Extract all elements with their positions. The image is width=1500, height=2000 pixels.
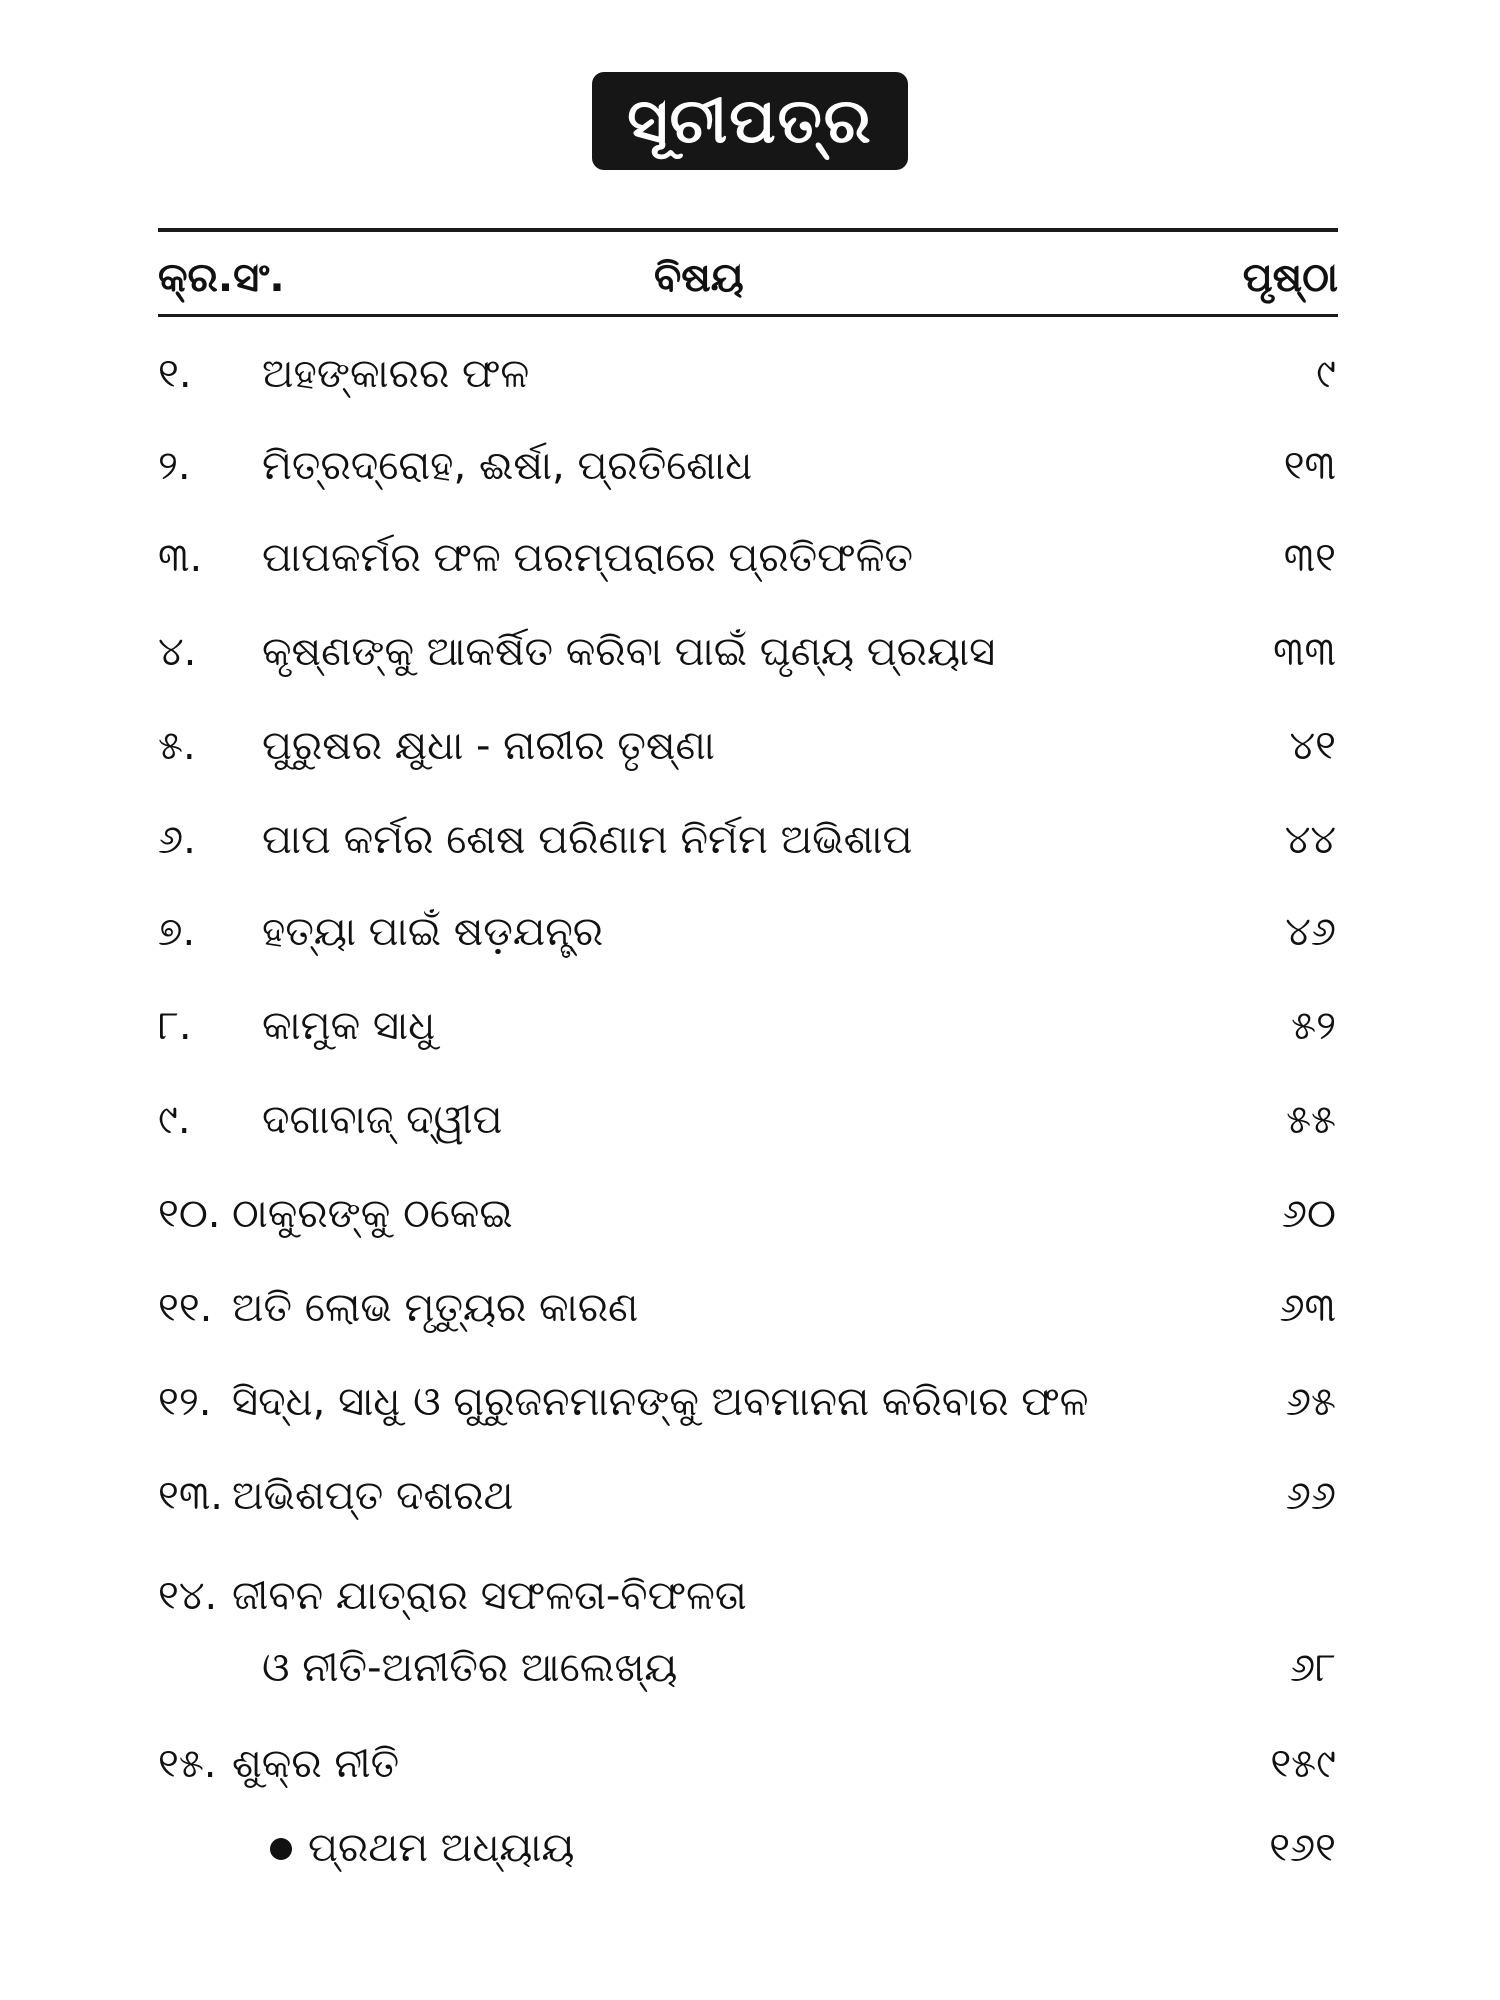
entry-number: ୭. (158, 909, 196, 955)
toc-row (0, 810, 1500, 870)
toc-row (0, 528, 1500, 588)
entry-subject: ଅତି ଲୋଭ ମୃତ୍ୟୁର କାରଣ (232, 1285, 639, 1331)
entry-subject: କାମୁକ ସାଧୁ (262, 1003, 436, 1049)
entry-number: ୪. (158, 629, 197, 675)
entry-subject: ହତ୍ୟା ପାଇଁ ଷଡ଼ଯନ୍ତ୍ର (262, 909, 604, 955)
entry-subject: ଦଗାବାଜ୍ ଦ୍ୱୀପ (262, 1097, 503, 1143)
entry-subject: ଅହଙ୍କାରର ଫଳ (262, 351, 530, 397)
page-title: ସୂଚୀପତ୍ର (627, 84, 873, 157)
entry-page: ୬୬ (1285, 1473, 1336, 1519)
entry-page: ୪୪ (1284, 817, 1336, 863)
toc-row (0, 344, 1500, 404)
entry-number: ୮. (158, 1003, 192, 1049)
toc-row (0, 1734, 1500, 1794)
entry-number: ୧୧. (158, 1285, 213, 1331)
entry-number: ୬. (158, 817, 196, 863)
entry-number: ୧୨. (158, 1379, 212, 1425)
entry-number: ୧୫. (158, 1741, 217, 1787)
entry-page: ୬୦ (1281, 1191, 1336, 1237)
entry-page: ୫୫ (1286, 1097, 1336, 1143)
entry-page: ୩୧ (1283, 535, 1336, 581)
toc-row (0, 716, 1500, 776)
toc-row (0, 1090, 1500, 1150)
entry-page: ୬୩ (1279, 1285, 1336, 1331)
entry-subject: ଅଭିଶପ୍ତ ଦଶରଥ (232, 1473, 514, 1519)
toc-row (0, 1184, 1500, 1244)
entry-page: ୧୩ (1283, 443, 1336, 489)
entry-number: ୯. (158, 1097, 191, 1143)
entry-number: ୩. (158, 535, 203, 581)
toc-row (0, 902, 1500, 962)
entry-subject: ପାପକର୍ମର ଫଳ ପରମ୍ପରାରେ ପ୍ରତିଫଳିତ (262, 535, 913, 581)
toc-row-continuation (0, 1638, 1500, 1698)
toc-row (0, 1372, 1500, 1432)
toc-row (0, 622, 1500, 682)
entry-subject-line2: ଓ ନୀତି-ଅନୀତିର ଆଲେଖ୍ୟ (262, 1645, 678, 1691)
entry-subject: ଠାକୁରଙ୍କୁ ଠକେଇ (232, 1191, 513, 1237)
entry-number: ୧୦. (158, 1191, 221, 1237)
toc-row (0, 1818, 1500, 1878)
top-rule (158, 228, 1338, 232)
entry-page: ୧୫୯ (1270, 1741, 1336, 1787)
entry-number: ୧୩. (158, 1473, 223, 1519)
entry-subject: ଶୁକ୍ର ନୀତି (232, 1741, 400, 1787)
entry-page: ୫୨ (1291, 1003, 1336, 1049)
entry-subject: ଜୀବନ ଯାତ୍ରାର ସଫଳତା-ବିଫଳତା (232, 1573, 747, 1619)
entry-subject: ପୁରୁଷର କ୍ଷୁଧା - ନାରୀର ତୃଷ୍ଣା (262, 723, 715, 769)
header-serial: କ୍ର.ସଂ. (158, 255, 285, 301)
entry-number: ୧୪. (158, 1573, 218, 1619)
entry-subject: ମିତ୍ରଦ୍ରୋହ, ଈର୍ଷା, ପ୍ରତିଶୋଧ (262, 443, 753, 489)
title-box (592, 72, 908, 170)
entry-page: ୪୧ (1289, 723, 1336, 769)
entry-subject: କୃଷ୍ଣଙ୍କୁ ଆକର୍ଷିତ କରିବା ପାଇଁ ଘୃଣ୍ୟ ପ୍ରୟାସ (262, 629, 996, 675)
header-subject: ବିଷୟ (654, 255, 744, 301)
entry-page: ୬୫ (1285, 1379, 1336, 1425)
toc-row (0, 436, 1500, 496)
toc-row (0, 996, 1500, 1056)
bullet-icon (270, 1838, 292, 1860)
header-rule (158, 314, 1338, 317)
entry-number: ୫. (158, 723, 196, 769)
entry-page: ୯ (1316, 351, 1336, 397)
entry-page: ୩୩ (1273, 629, 1336, 675)
toc-row (0, 1278, 1500, 1338)
entry-page: ୧୬୧ (1269, 1825, 1336, 1871)
entry-subject: ପ୍ରଥମ ଅଧ୍ୟାୟ (308, 1825, 575, 1871)
entry-number: ୧. (158, 351, 192, 397)
header-page: ପୃଷ୍ଠା (1242, 255, 1338, 301)
toc-row (0, 1566, 1500, 1626)
entry-page: ୪୬ (1285, 909, 1336, 955)
entry-page: ୬୮ (1290, 1645, 1336, 1691)
entry-subject: ପାପ କର୍ମର ଶେଷ ପରିଣାମ ନିର୍ମମ ଅଭିଶାପ (262, 817, 913, 863)
entry-subject: ସିଦ୍ଧ, ସାଧୁ ଓ ଗୁରୁଜନମାନଙ୍କୁ ଅବମାନନା କରିବାର ଫଳ (232, 1379, 1089, 1425)
entry-number: ୨. (158, 443, 191, 489)
toc-row (0, 1466, 1500, 1526)
